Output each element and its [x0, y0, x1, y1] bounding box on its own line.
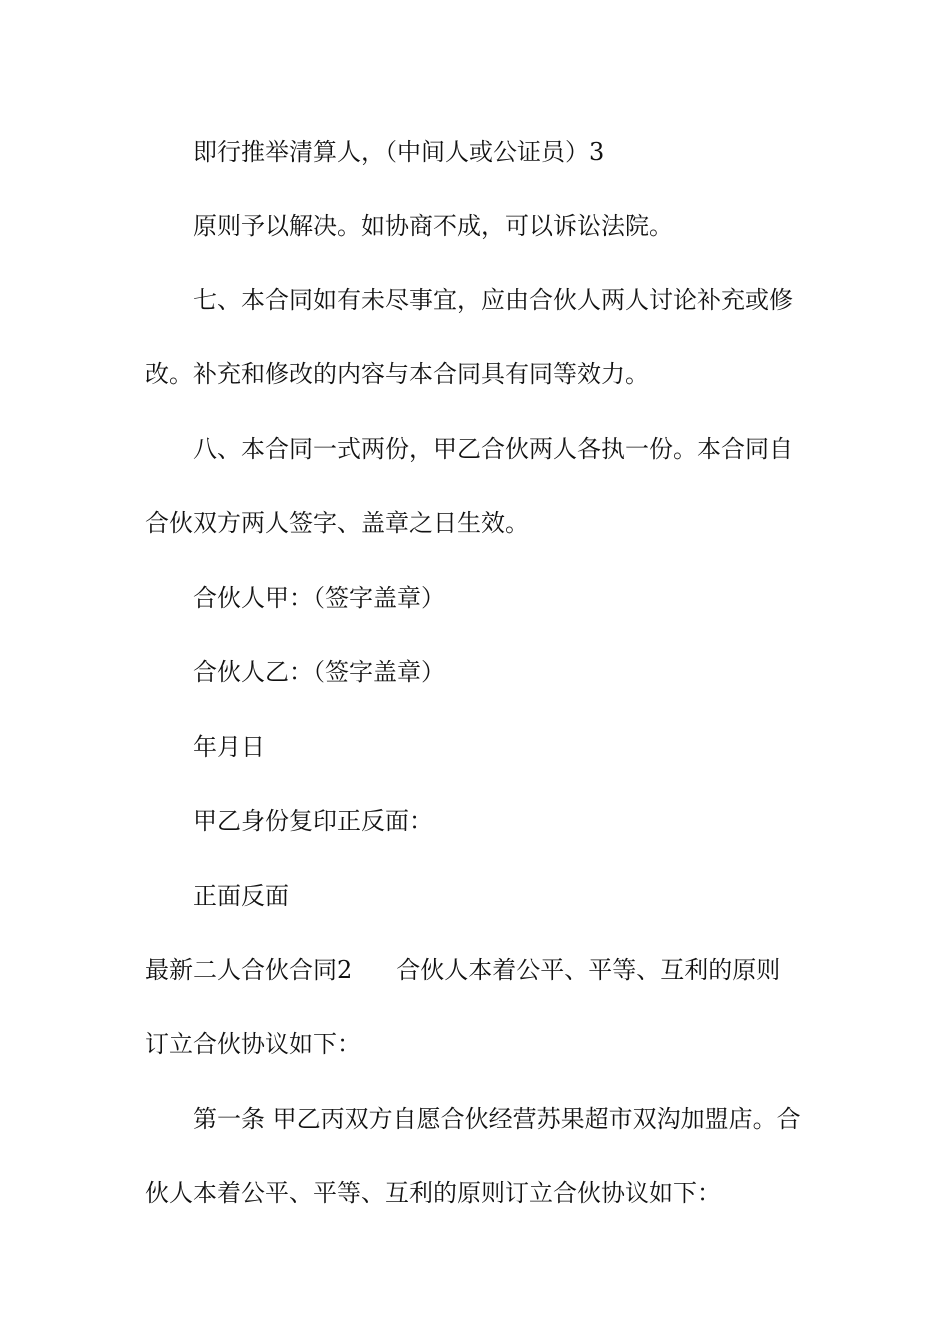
id-copy-sides: 正面反面 — [193, 882, 289, 910]
paragraph-line: 八、本合同一式两份，甲乙合伙两人各执一份。本合同自 — [193, 435, 793, 463]
paragraph-line: 伙人本着公平、平等、互利的原则订立合伙协议如下： — [145, 1179, 721, 1207]
signature-line-party-b: 合伙人乙：（签字盖章） — [193, 658, 445, 686]
section-2-heading-line — [145, 955, 810, 985]
paragraph-line: 即行推举清算人，（中间人或公证员）3 — [193, 138, 605, 166]
article-1-line: 第一条 甲乙丙双方自愿合伙经营苏果超市双沟加盟店。合 — [193, 1105, 801, 1133]
paragraph-line: 订立合伙协议如下： — [145, 1030, 361, 1058]
paragraph-line: 改。补充和修改的内容与本合同具有同等效力。 — [145, 360, 649, 388]
paragraph-line: 原则予以解决。如协商不成，可以诉讼法院。 — [193, 212, 673, 240]
section-2-title: 最新二人合伙合同2 — [145, 956, 353, 984]
date-line: 年月日 — [193, 733, 265, 761]
id-copy-heading: 甲乙身份复印正反面： — [193, 807, 433, 835]
paragraph-line: 合伙双方两人签字、盖章之日生效。 — [145, 509, 529, 537]
section-2-intro: 合伙人本着公平、平等、互利的原则 — [396, 956, 781, 984]
paragraph-line: 七、本合同如有未尽事宜，应由合伙人两人讨论补充或修 — [193, 286, 793, 314]
signature-line-party-a: 合伙人甲：（签字盖章） — [193, 584, 445, 612]
